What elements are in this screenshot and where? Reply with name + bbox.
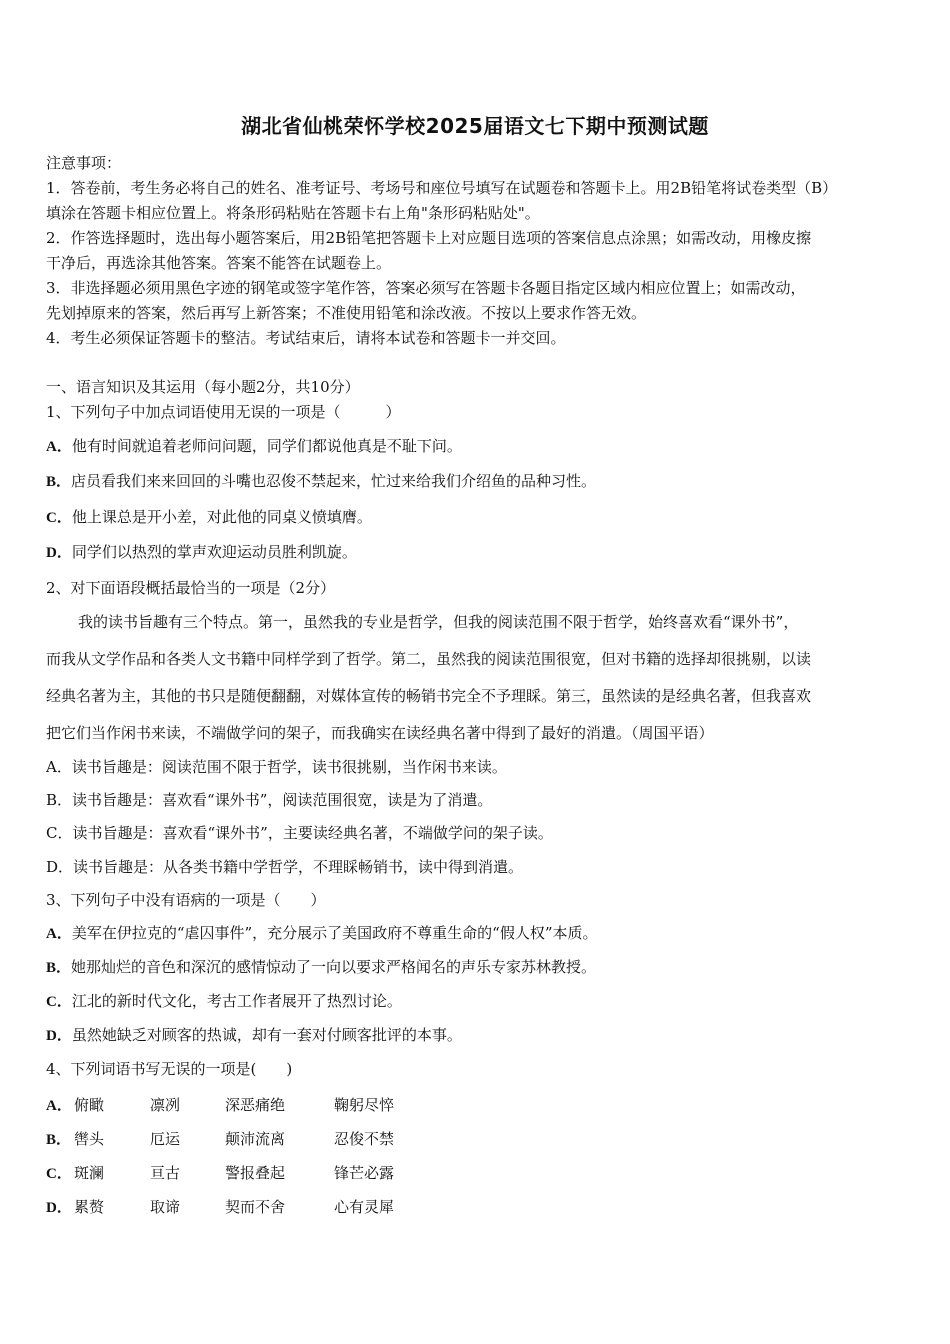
- option-label: A．: [46, 926, 72, 942]
- option-text: 读书旨趣是：喜欢看“课外书”，阅读范围很宽，读是为了消遣。: [72, 791, 493, 809]
- option-text: 读书旨趣是：从各类书籍中学哲学，不理睬畅销书，读中得到消遣。: [73, 858, 524, 876]
- option-label: A．: [46, 1098, 72, 1114]
- option-label: D．: [46, 545, 72, 561]
- option-text: 同学们以热烈的掌声欢迎运动员胜利凯旋。: [71, 543, 357, 561]
- question-4-stem: 4、下列词语书写无误的一项是( ): [46, 1060, 293, 1078]
- word: 颠沛流离: [225, 1130, 286, 1148]
- notice-line: 4．考生必须保证答题卡的整洁。考试结束后，请将本试卷和答题卡一并交回。: [46, 329, 566, 347]
- passage-line: 经典名著为主，其他的书只是随便翻翻，对媒体宣传的畅销书完全不予理睬。第三，虽然读的是经典名著，但我喜欢: [46, 687, 812, 705]
- word: 锋芒必露: [334, 1164, 395, 1182]
- word: 亘古: [150, 1164, 181, 1182]
- option-label: D．: [46, 1200, 72, 1216]
- notice-line: 先划掉原来的答案，然后再写上新答案；不准使用铅笔和涂改液。不按以上要求作答无效。: [46, 304, 647, 322]
- passage-line: 我的读书旨趣有三个特点。第一，虽然我的专业是哲学，但我的阅读范围不限于哲学，始终喜欢看“课外书”，: [78, 613, 799, 631]
- word: 辔头: [74, 1130, 105, 1148]
- notice-line: 1．答卷前，考生务必将自己的姓名、准考证号、考场号和座位号填写在试题卷和答题卡上。用2B铅笔将试卷类型（B）: [46, 179, 838, 197]
- option-text: 她那灿烂的音色和深沉的感情惊动了一向以要求严格闻名的声乐专家苏林教授。: [71, 958, 597, 976]
- notice-line: 干净后，再选涂其他答案。答案不能答在试题卷上。: [46, 254, 392, 272]
- question-3-stem: 3、下列句子中没有语病的一项是（ ）: [46, 891, 326, 909]
- option-label: B．: [46, 1132, 72, 1148]
- word: 取谛: [150, 1198, 181, 1216]
- word: 厄运: [150, 1130, 181, 1148]
- option-text: 读书旨趣是：喜欢看“课外书”，主要读经典名著，不端做学问的架子读。: [72, 824, 553, 842]
- q3-option-a: [46, 922, 598, 943]
- q3-option-c: [46, 990, 402, 1011]
- word: 深恶痛绝: [225, 1096, 286, 1114]
- notice-line: 3．非选择题必须用黑色字迹的钢笔或签字笔作答，答案必须写在答题卡各题目指定区域内相应位置上；如需改动，: [46, 279, 806, 297]
- q1-option-d: [46, 541, 357, 562]
- word: 心有灵犀: [334, 1198, 395, 1216]
- notice-heading: 注意事项：: [46, 154, 122, 172]
- option-text: 读书旨趣是：阅读范围不限于哲学，读书很挑剔，当作闲书来读。: [71, 758, 507, 776]
- q1-option-b: [46, 470, 596, 491]
- option-label: C．: [46, 1166, 72, 1182]
- option-label: B．: [46, 474, 72, 490]
- notice-line: 填涂在答题卡相应位置上。将条形码粘贴在答题卡右上角"条形码粘贴处"。: [46, 204, 540, 222]
- word: 忍俊不禁: [334, 1130, 395, 1148]
- option-text: 虽然她缺乏对顾客的热诚，却有一套对付顾客批评的本事。: [71, 1026, 462, 1044]
- word: 俯瞰: [74, 1096, 105, 1114]
- q2-option-c: [46, 822, 553, 843]
- passage-line: 而我从文学作品和各类人文书籍中同样学到了哲学。第二，虽然我的阅读范围很宽，但对书籍的选择却很挑剔，以读: [46, 650, 812, 668]
- option-label: B．: [46, 960, 72, 976]
- option-label: C．: [46, 994, 72, 1010]
- notice-line: 2．作答选择题时，选出每小题答案后，用2B铅笔把答题卡上对应题目选项的答案信息点涂黑；如需改动，用橡皮擦: [46, 229, 812, 247]
- page-title: 湖北省仙桃荣怀学校2025届语文七下期中预测试题: [241, 114, 709, 138]
- q1-option-c: [46, 506, 372, 527]
- option-label: C．: [46, 510, 72, 526]
- option-label: A．: [46, 758, 72, 776]
- word: 警报叠起: [225, 1164, 286, 1182]
- q3-option-d: [46, 1024, 462, 1045]
- option-text: 他上课总是开小差，对此他的同桌义愤填膺。: [71, 508, 372, 526]
- option-label: A．: [46, 439, 72, 455]
- passage-line: 把它们当作闲书来读，不端做学问的架子，而我确实在读经典名著中得到了最好的消遣。（周国平语）: [46, 724, 714, 742]
- word: 凛冽: [150, 1096, 181, 1114]
- q3-option-b: [46, 956, 596, 977]
- question-1-stem: 1、下列句子中加点词语使用无误的一项是（ ）: [46, 403, 401, 421]
- word: 鞠躬尽悴: [334, 1096, 395, 1114]
- q2-option-a: [46, 756, 507, 777]
- option-text: 江北的新时代文化，考古工作者展开了热烈讨论。: [71, 992, 402, 1010]
- option-text: 店员看我们来来回回的斗嘴也忍俊不禁起来，忙过来给我们介绍鱼的品种习性。: [71, 472, 597, 490]
- word: 累赘: [74, 1198, 105, 1216]
- section-heading: 一、语言知识及其运用（每小题2分，共10分）: [46, 378, 360, 396]
- option-label: D．: [46, 858, 74, 876]
- option-label: C．: [46, 824, 73, 842]
- option-text: 他有时间就追着老师问问题，同学们都说他真是不耻下问。: [71, 437, 462, 455]
- q2-option-d: [46, 856, 523, 877]
- word: 斑澜: [74, 1164, 105, 1182]
- question-2-stem: 2、对下面语段概括最恰当的一项是（2分）: [46, 579, 336, 597]
- option-label: B．: [46, 791, 73, 809]
- option-label: D．: [46, 1028, 72, 1044]
- q2-option-b: [46, 789, 492, 810]
- q1-option-a: [46, 435, 462, 456]
- word: 契而不舍: [225, 1198, 286, 1216]
- option-text: 美军在伊拉克的“虐囚事件”，充分展示了美国政府不尊重生命的“假人权”本质。: [71, 924, 598, 942]
